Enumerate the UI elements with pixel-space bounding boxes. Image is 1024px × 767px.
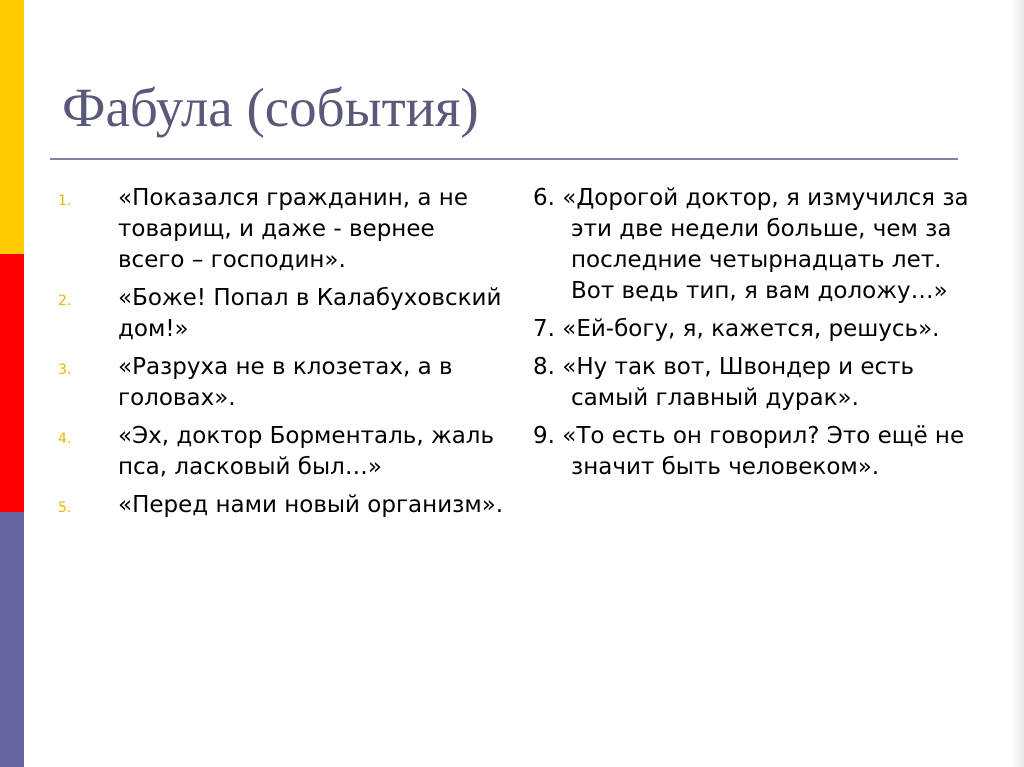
list-item-text: «Показался гражданин, а не товарищ, и даже - вернее всего – господин».: [118, 185, 468, 273]
list-item: [58, 283, 508, 345]
list-item-text: «Перед нами новый организм».: [118, 492, 504, 518]
title-divider: [50, 158, 958, 160]
accent-bar-yellow: [0, 0, 24, 254]
list-item: [58, 490, 508, 521]
edge-shadow: [1010, 0, 1024, 767]
list-number: 4.: [58, 431, 72, 447]
list-number: 5.: [58, 500, 72, 516]
list-item: 7. «Ей-богу, я, кажется, решусь».: [533, 316, 940, 342]
list-item: 9. «То есть он говорил? Это ещё не значит быть человеком».: [533, 423, 965, 480]
list-item: [58, 352, 508, 414]
accent-bar-blue: [0, 512, 24, 767]
list-number: 3.: [58, 362, 72, 378]
right-column-list: [533, 183, 973, 490]
list-item-text: «Эх, доктор Борменталь, жаль пса, ласковый был…»: [118, 423, 495, 480]
accent-bar-red: [0, 254, 24, 512]
list-item: 6. «Дорогой доктор, я измучился за эти две недели больше, чем за последние четырнадцать лет. Вот ведь тип, я вам доложу…»: [533, 185, 969, 304]
list-item-text: «Разруха не в клозетах, а в головах».: [118, 354, 453, 411]
list-number: 2.: [58, 293, 72, 309]
list-item: 8. «Ну так вот, Швондер и есть самый главный дурак».: [533, 354, 915, 411]
list-item: [58, 421, 508, 483]
list-number: 1.: [58, 193, 72, 209]
left-column-list: [58, 183, 508, 528]
list-item: [58, 183, 508, 276]
slide-title: Фабула (события): [62, 77, 479, 138]
list-item-text: «Боже! Попал в Калабуховский дом!»: [118, 285, 502, 342]
